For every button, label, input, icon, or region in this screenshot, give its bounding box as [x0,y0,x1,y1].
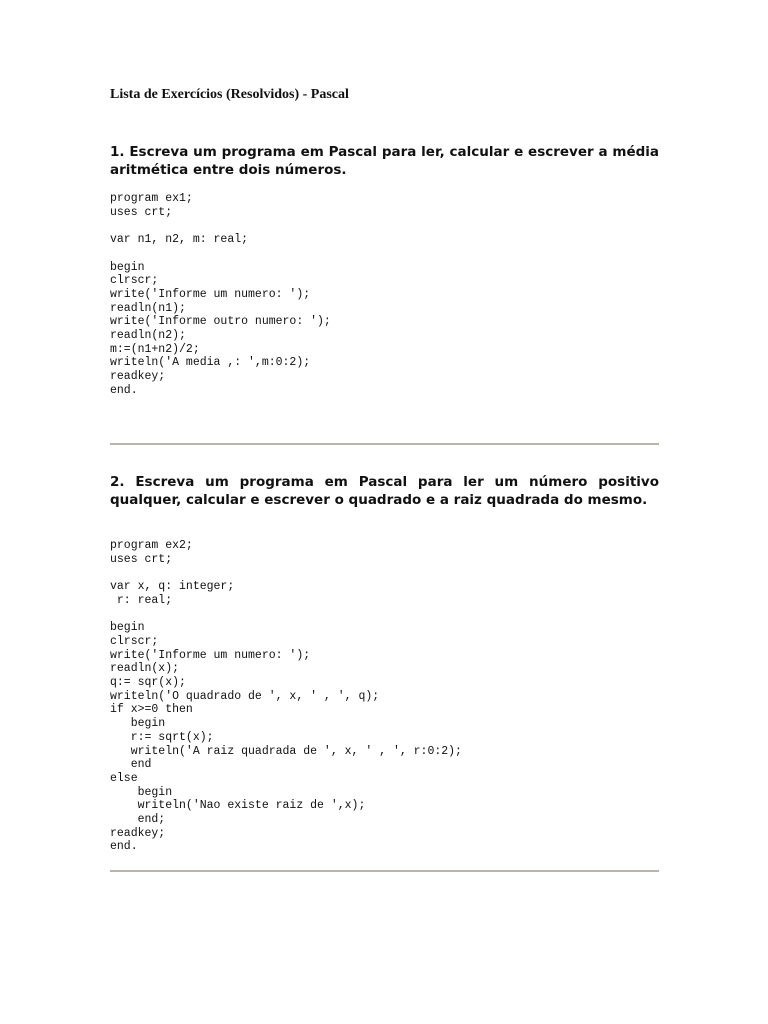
exercise-1-statement: 1. Escreva um programa em Pascal para ler, calcular e escrever a média aritmética entre dois números. [110,144,659,178]
section-divider [110,443,659,445]
document-title: Lista de Exercícios (Resolvidos) - Pascal [110,87,349,102]
exercise-2-statement: 2. Escreva um programa em Pascal para ler um número positivo qualquer, calcular e escrever o quadrado e a raiz quadrada do mesmo. [110,474,659,508]
section-divider [110,870,659,872]
exercise-1-code: program ex1; uses crt; var n1, n2, m: real; begin clrscr; write('Informe um numero: '); readln(n1); write('Informe outro numero: '); readln(n2); m:=(n1+n2)/2; writeln('A media ,: ',m:0:2); readkey; end. [110,192,331,397]
exercise-2-code: program ex2; uses crt; var x, q: integer; r: real; begin clrscr; write('Informe um numero: '); readln(x); q:= sqr(x); writeln('O quadrado de ', x, ' , ', q); if x>=0 then begin r:= sqrt(x); writeln('A raiz quadrada de ', x, ' , ', r:0:2); end else begin writeln('Nao existe raiz de ',x); end; readkey; end. [110,539,462,854]
